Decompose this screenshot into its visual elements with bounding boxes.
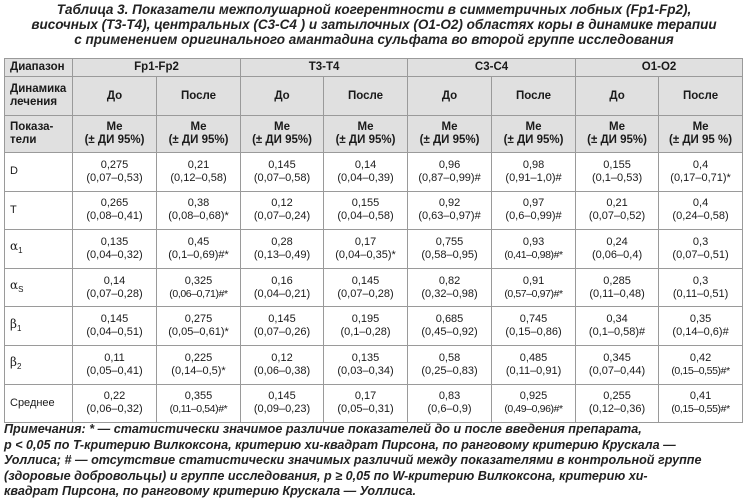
median-value: 0,285 [603, 274, 631, 287]
data-cell [73, 345, 157, 384]
median-value: 0,22 [103, 390, 126, 403]
median-value: 0,14 [103, 274, 126, 287]
note-line: Примечания: * — статистически значимое различие показателей до и после введения препарата, [4, 422, 642, 436]
median-value: 0,82 [438, 274, 461, 287]
median-value: 0,155 [351, 197, 380, 210]
me-label: Ме [357, 121, 374, 133]
data-cell [324, 191, 408, 230]
data-cell [659, 153, 743, 192]
row-label-text: α [10, 239, 19, 254]
median-value: 0,755 [435, 235, 464, 248]
confidence-interval: (0,1–0,58)# [588, 326, 646, 339]
median-value: 0,28 [271, 235, 293, 248]
confidence-interval: (0,06–0,32) [86, 403, 143, 416]
me-label: Ме [190, 121, 207, 133]
ci-label: (± ДИ 95%) [503, 134, 564, 146]
row-label-subscript: 1 [16, 323, 22, 333]
after-header: После [324, 77, 408, 116]
row-label [5, 230, 73, 269]
confidence-interval: (0,49–0,96)#* [504, 403, 563, 416]
me-ci-header [408, 116, 492, 153]
confidence-interval: (0,06–0,71)#* [169, 287, 228, 300]
caption-line: височных (T3-T4), центральных (C3-C4 ) и затылочных (O1-O2) областях коры в динамике терапии [31, 17, 717, 32]
before-header: До [241, 77, 324, 116]
data-cell [492, 345, 576, 384]
median-value: 0,345 [603, 351, 631, 364]
median-value: 0,145 [268, 390, 296, 403]
median-value: 0,325 [184, 274, 213, 287]
ci-label: (± ДИ 95%) [419, 134, 480, 146]
data-cell [576, 268, 659, 307]
confidence-interval: (0,04–0,58) [337, 210, 394, 223]
data-cell [659, 384, 743, 423]
median-value: 0,42 [689, 351, 712, 364]
confidence-interval: (0,17–0,71)* [670, 171, 731, 184]
group-header-c: C3-C4 [408, 59, 576, 77]
confidence-interval: (0,04–0,39) [337, 171, 394, 184]
row-label-text: T [10, 203, 17, 216]
median-value: 0,83 [438, 390, 461, 403]
confidence-interval: (0,11–0,48) [589, 287, 645, 300]
me-label: Ме [441, 121, 458, 133]
me-ci-header [576, 116, 659, 153]
note-line: квадрат Пирсона, по ранговому критерию Крускала — Уоллиса. [4, 484, 416, 499]
row-label [5, 191, 73, 230]
confidence-interval: (0,07–0,58) [253, 171, 311, 184]
after-header: После [492, 77, 576, 116]
median-value: 0,265 [100, 197, 129, 210]
median-value: 0,96 [438, 158, 461, 171]
data-cell [659, 191, 743, 230]
dynamics-label: Динамика лечения [5, 77, 73, 116]
confidence-interval: (0,87–0,99)# [418, 171, 481, 184]
confidence-interval: (0,1–0,28) [340, 326, 391, 339]
data-cell [408, 268, 492, 307]
table-row [5, 384, 743, 423]
data-cell [157, 191, 241, 230]
table-row [5, 230, 743, 269]
data-cell [492, 191, 576, 230]
before-header: До [73, 77, 157, 116]
table-row [5, 307, 743, 346]
median-value: 0,145 [268, 313, 296, 326]
confidence-interval: (0,04–0,32) [86, 248, 143, 261]
table-row [5, 191, 743, 230]
confidence-interval: (0,15–0,86) [505, 326, 562, 339]
table-note [4, 422, 744, 500]
median-value: 0,685 [435, 313, 464, 326]
indicators-label: Показа-тели [5, 116, 73, 153]
confidence-interval: (0,91–1,0)# [505, 171, 562, 184]
data-cell [408, 307, 492, 346]
median-value: 0,16 [271, 274, 293, 287]
table-row [5, 345, 743, 384]
data-cell [157, 153, 241, 192]
median-value: 0,93 [522, 235, 545, 248]
median-value: 0,21 [606, 197, 628, 210]
ci-label: (± ДИ 95%) [587, 134, 647, 146]
median-value: 0,17 [354, 235, 377, 248]
confidence-interval: (0,57–0,97)#* [504, 287, 563, 300]
data-cell [408, 153, 492, 192]
row-label-text: Среднее [10, 396, 55, 409]
confidence-interval: (0,12–0,36) [588, 403, 646, 416]
data-cell [241, 345, 324, 384]
data-cell [73, 268, 157, 307]
median-value: 0,485 [519, 351, 548, 364]
median-value: 0,35 [689, 313, 712, 326]
median-value: 0,925 [519, 390, 548, 403]
confidence-interval: (0,05–0,31) [337, 403, 394, 416]
before-header: До [408, 77, 492, 116]
data-cell [324, 153, 408, 192]
data-cell [157, 307, 241, 346]
me-ci-header [73, 116, 157, 153]
after-header: После [157, 77, 241, 116]
confidence-interval: (0,63–0,97)# [418, 210, 481, 223]
confidence-interval: (0,14–0,5)* [171, 364, 226, 377]
coherence-table [4, 58, 743, 423]
note-line: Уоллиса; # — отсутствие статистически значимых различий между показателями в контрольной группе [4, 453, 702, 468]
data-cell [157, 384, 241, 423]
row-label [5, 307, 73, 346]
ci-label: (± ДИ 95%) [84, 134, 145, 146]
median-value: 0,97 [522, 197, 545, 210]
confidence-interval: (0,45–0,92) [421, 326, 478, 339]
data-cell [492, 384, 576, 423]
median-value: 0,17 [354, 390, 377, 403]
confidence-interval: (0,12–0,58) [170, 171, 227, 184]
median-value: 0,145 [351, 274, 380, 287]
table-caption [0, 2, 748, 47]
me-label: Ме [106, 121, 123, 133]
data-cell [576, 230, 659, 269]
me-ci-header [659, 116, 743, 153]
median-value: 0,14 [354, 158, 377, 171]
median-value: 0,91 [522, 274, 545, 287]
data-cell [241, 268, 324, 307]
confidence-interval: (0,6–0,9) [427, 403, 472, 416]
data-cell [157, 268, 241, 307]
row-label-text: β [10, 355, 17, 370]
data-cell [576, 384, 659, 423]
confidence-interval: (0,07–0,28) [86, 287, 143, 300]
me-label: Ме [525, 121, 542, 133]
group-header-fp: Fp1-Fp2 [73, 59, 241, 77]
confidence-interval: (0,07–0,24) [253, 210, 311, 223]
median-value: 0,41 [689, 390, 712, 403]
me-ci-header [324, 116, 408, 153]
caption-line: Таблица 3. Показатели межполушарной когерентности в симметричных лобных (Fp1-Fp2), [56, 2, 692, 17]
me-ci-header [492, 116, 576, 153]
median-value: 0,145 [268, 158, 296, 171]
median-value: 0,24 [606, 235, 628, 248]
note-line: p < 0,05 по T-критерию Вилкоксона, критерию хи-квадрат Пирсона, по ранговому критерию Крускала — [4, 437, 676, 452]
data-cell [659, 307, 743, 346]
me-label: Ме [274, 121, 290, 133]
confidence-interval: (0,08–0,68)* [168, 210, 229, 223]
data-cell [73, 230, 157, 269]
confidence-interval: (0,1–0,53) [591, 171, 643, 184]
data-cell [576, 153, 659, 192]
data-cell [659, 345, 743, 384]
row-label-subscript: 2 [16, 362, 22, 372]
median-value: 0,45 [187, 235, 210, 248]
confidence-interval: (0,07–0,26) [253, 326, 311, 339]
median-value: 0,12 [271, 351, 293, 364]
confidence-interval: (0,07–0,44) [588, 364, 646, 377]
header-row-range [5, 59, 743, 77]
median-value: 0,4 [692, 158, 709, 171]
confidence-interval: (0,11–0,54)#* [169, 403, 228, 416]
confidence-interval: (0,32–0,98) [421, 287, 478, 300]
data-cell [241, 307, 324, 346]
median-value: 0,355 [184, 390, 213, 403]
confidence-interval: (0,24–0,58) [672, 210, 729, 223]
data-cell [73, 153, 157, 192]
data-cell [324, 345, 408, 384]
data-cell [73, 191, 157, 230]
data-cell [241, 153, 324, 192]
row-label [5, 384, 73, 423]
confidence-interval: (0,05–0,61)* [168, 326, 229, 339]
row-label-subscript: S [18, 285, 24, 295]
before-header: До [576, 77, 659, 116]
confidence-interval: (0,06–0,38) [253, 364, 311, 377]
row-label-subscript: 1 [18, 246, 23, 256]
note-line: (здоровые добровольцы) и группе исследования, p ≥ 0,05 по W-критерию Вилкоксона, критерию хи- [4, 468, 648, 483]
row-label-text: D [10, 165, 18, 178]
confidence-interval: (0,07–0,53) [86, 171, 143, 184]
data-cell [492, 153, 576, 192]
row-label [5, 345, 73, 384]
caption-line: с применением оригинального амантадина сульфата во второй группе исследования [74, 32, 674, 47]
header-row-dynamics [5, 77, 743, 116]
median-value: 0,21 [187, 158, 210, 171]
median-value: 0,255 [603, 390, 631, 403]
confidence-interval: (0,1–0,69)#* [168, 248, 229, 261]
group-header-o: O1-O2 [576, 59, 743, 77]
confidence-interval: (0,41–0,98)#* [504, 248, 563, 261]
confidence-interval: (0,04–0,51) [86, 326, 143, 339]
header-row-indicators [5, 116, 743, 153]
median-value: 0,4 [692, 197, 709, 210]
median-value: 0,275 [100, 158, 129, 171]
median-value: 0,145 [100, 313, 129, 326]
table-row [5, 268, 743, 307]
data-cell [576, 307, 659, 346]
data-cell [492, 230, 576, 269]
data-cell [73, 307, 157, 346]
median-value: 0,195 [351, 313, 380, 326]
median-value: 0,92 [438, 197, 461, 210]
data-cell [241, 191, 324, 230]
range-label: Диапазон [5, 59, 73, 77]
row-label-text: β [10, 316, 17, 331]
after-header: После [659, 77, 743, 116]
median-value: 0,135 [100, 235, 129, 248]
confidence-interval: (0,08–0,41) [86, 210, 143, 223]
ci-label: (± ДИ 95%) [335, 134, 396, 146]
data-cell [659, 268, 743, 307]
confidence-interval: (0,07–0,52) [588, 210, 646, 223]
median-value: 0,135 [351, 351, 380, 364]
ci-label: (± ДИ 95%) [252, 134, 312, 146]
row-label [5, 153, 73, 192]
me-ci-header [241, 116, 324, 153]
data-cell [73, 384, 157, 423]
confidence-interval: (0,09–0,23) [253, 403, 311, 416]
median-value: 0,11 [104, 351, 125, 364]
data-cell [408, 384, 492, 423]
confidence-interval: (0,03–0,34) [337, 364, 394, 377]
table-row [5, 153, 743, 192]
data-cell [241, 384, 324, 423]
me-label: Ме [692, 121, 709, 133]
confidence-interval: (0,6–0,99)# [505, 210, 562, 223]
ci-label: (± ДИ 95 %) [669, 134, 733, 146]
data-cell [157, 345, 241, 384]
me-ci-header [157, 116, 241, 153]
confidence-interval: (0,58–0,95) [421, 248, 478, 261]
confidence-interval: (0,06–0,4) [591, 248, 643, 261]
confidence-interval: (0,04–0,21) [253, 287, 311, 300]
median-value: 0,12 [271, 197, 293, 210]
median-value: 0,3 [692, 235, 709, 248]
data-cell [576, 191, 659, 230]
confidence-interval: (0,15–0,55)#* [671, 364, 730, 377]
confidence-interval: (0,07–0,28) [337, 287, 394, 300]
data-cell [324, 307, 408, 346]
data-cell [492, 268, 576, 307]
median-value: 0,155 [603, 158, 631, 171]
median-value: 0,275 [184, 313, 213, 326]
median-value: 0,3 [692, 274, 709, 287]
data-cell [157, 230, 241, 269]
data-cell [408, 345, 492, 384]
median-value: 0,38 [187, 197, 210, 210]
row-label [5, 268, 73, 307]
data-cell [576, 345, 659, 384]
median-value: 0,34 [606, 313, 628, 326]
confidence-interval: (0,05–0,41) [86, 364, 143, 377]
median-value: 0,225 [184, 351, 213, 364]
me-label: Ме [609, 121, 626, 133]
confidence-interval: (0,15–0,55)#* [671, 403, 730, 416]
confidence-interval: (0,07–0,51) [672, 248, 729, 261]
confidence-interval: (0,14–0,6)# [672, 326, 729, 339]
median-value: 0,745 [519, 313, 548, 326]
data-cell [408, 230, 492, 269]
confidence-interval: (0,13–0,49) [253, 248, 311, 261]
confidence-interval: (0,11–0,91) [505, 364, 562, 377]
group-header-t: T3-T4 [241, 59, 408, 77]
data-cell [324, 384, 408, 423]
median-value: 0,98 [522, 158, 545, 171]
row-label-text: α [10, 277, 19, 292]
ci-label: (± ДИ 95%) [168, 134, 229, 146]
confidence-interval: (0,11–0,51) [672, 287, 729, 300]
data-cell [408, 191, 492, 230]
confidence-interval: (0,04–0,35)* [335, 248, 396, 261]
data-cell [492, 307, 576, 346]
median-value: 0,58 [438, 351, 461, 364]
data-cell [241, 230, 324, 269]
data-cell [659, 230, 743, 269]
data-cell [324, 230, 408, 269]
data-cell [324, 268, 408, 307]
confidence-interval: (0,25–0,83) [421, 364, 478, 377]
